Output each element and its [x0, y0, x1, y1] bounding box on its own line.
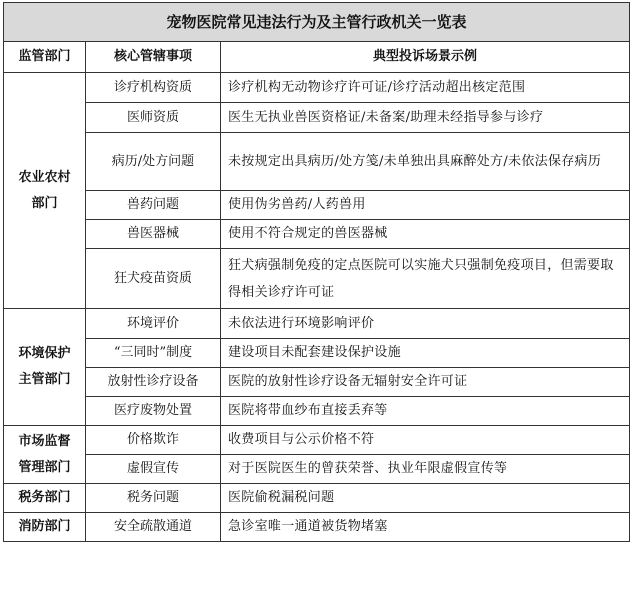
table-row — [4, 426, 630, 455]
example-cell: 医院将带血纱布直接丢弃等 — [221, 397, 630, 426]
matter-cell: 兽药问题 — [86, 191, 221, 220]
department-cell — [4, 513, 86, 542]
department-label: 管理部门 — [18, 459, 71, 475]
example-cell: 使用不符合规定的兽医器械 — [221, 220, 630, 249]
department-label: 税务部门 — [18, 490, 71, 505]
table-row — [4, 397, 630, 426]
example-cell: 未依法进行环境影响评价 — [221, 309, 630, 339]
example-cell: 使用伪劣兽药/人药兽用 — [221, 191, 630, 220]
example-cell: 诊疗机构无动物诊疗许可证/诊疗活动超出核定范围 — [221, 73, 630, 103]
table-row — [4, 484, 630, 513]
example-cell: 医生无执业兽医资格证/未备案/助理未经指导参与诊疗 — [221, 103, 630, 133]
header-row — [4, 42, 630, 73]
matter-cell: 价格欺诈 — [86, 426, 221, 455]
table-row — [4, 513, 630, 542]
department-label: 部门 — [31, 195, 58, 211]
table-row — [4, 220, 630, 249]
matter-cell: “三同时”制度 — [86, 339, 221, 368]
table-row — [4, 339, 630, 368]
department-cell — [4, 73, 86, 309]
matter-cell: 医师资质 — [86, 103, 221, 133]
table-row — [4, 191, 630, 220]
table-row — [4, 73, 630, 103]
table-row — [4, 249, 630, 309]
table-row — [4, 133, 630, 191]
header-department: 监管部门 — [4, 42, 86, 73]
table-row — [4, 368, 630, 397]
matter-cell: 虚假宣传 — [86, 455, 221, 484]
table-row — [4, 455, 630, 484]
matter-cell: 环境评价 — [86, 309, 221, 339]
matter-cell: 医疗废物处置 — [86, 397, 221, 426]
department-label: 农业农村 — [18, 169, 71, 185]
matter-cell: 诊疗机构资质 — [86, 73, 221, 103]
department-cell — [4, 484, 86, 513]
example-cell: 医院的放射性诊疗设备无辐射安全许可证 — [221, 368, 630, 397]
example-cell: 急诊室唯一通道被货物堵塞 — [221, 513, 630, 542]
matter-cell: 兽医器械 — [86, 220, 221, 249]
matter-cell: 税务问题 — [86, 484, 221, 513]
matter-cell: 狂犬疫苗资质 — [86, 249, 221, 309]
matter-cell: 病历/处方问题 — [86, 133, 221, 191]
header-core-matters: 核心管辖事项 — [86, 42, 221, 73]
department-label: 市场监督 — [18, 433, 71, 449]
matter-cell: 安全疏散通道 — [86, 513, 221, 542]
table-row — [4, 309, 630, 339]
example-cell: 狂犬病强制免疫的定点医院可以实施犬只强制免疫项目，但需要取得相关诊疗许可证 — [221, 249, 630, 309]
example-cell: 建设项目未配套建设保护设施 — [221, 339, 630, 368]
example-cell: 收费项目与公示价格不符 — [221, 426, 630, 455]
header-examples: 典型投诉场景示例 — [221, 42, 630, 73]
table-title: 宠物医院常见违法行为及主管行政机关一览表 — [4, 3, 630, 42]
department-cell — [4, 309, 86, 426]
department-label: 主管部门 — [18, 372, 71, 387]
table-row — [4, 103, 630, 133]
department-label: 消防部门 — [18, 519, 71, 534]
example-cell: 医院偷税漏税问题 — [221, 484, 630, 513]
matter-cell: 放射性诊疗设备 — [86, 368, 221, 397]
violations-table — [3, 2, 630, 542]
department-label: 环境保护 — [18, 346, 71, 361]
example-cell: 未按规定出具病历/处方笺/未单独出具麻醉处方/未依法保存病历 — [221, 133, 630, 191]
department-cell — [4, 426, 86, 484]
example-cell: 对于医院医生的曾获荣誉、执业年限虚假宣传等 — [221, 455, 630, 484]
